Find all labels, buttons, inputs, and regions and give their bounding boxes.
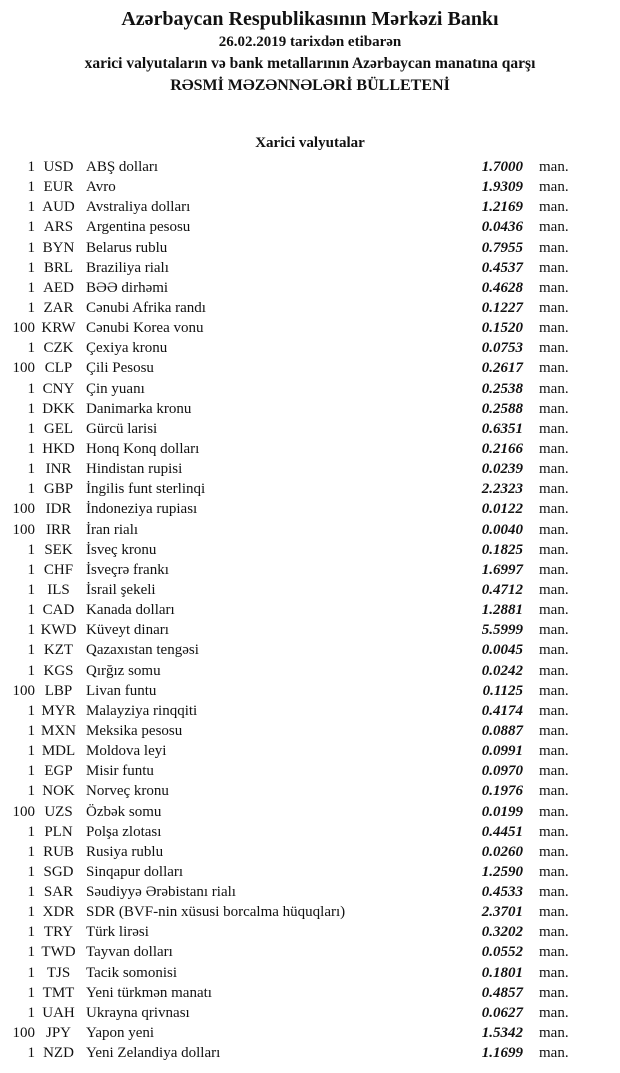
row-quantity: 1 [27,561,35,578]
row-currency-code: CHF [43,561,74,578]
row-currency-code: MDL [41,743,76,760]
row-unit-label: man. [539,380,569,397]
currency-row [0,419,575,439]
row-currency-code: CZK [43,340,74,357]
row-unit-label: man. [539,763,569,780]
row-quantity: 1 [27,1045,35,1062]
row-quantity: 1 [27,944,35,961]
row-rate-value: 1.2169 [481,199,523,216]
row-currency-name: Rusiya rublu [86,843,164,860]
row-unit-label: man. [539,320,569,337]
row-rate-value: 1.2881 [481,602,523,619]
row-unit-label: man. [539,702,569,719]
row-currency-code: SGD [43,863,74,880]
currency-row [0,379,575,399]
row-currency-code: DKK [42,400,75,417]
row-currency-name: Norveç kronu [86,783,169,800]
row-unit-label: man. [539,440,569,457]
row-currency-code: TWD [41,944,76,961]
row-rate-value: 0.4628 [481,279,523,296]
row-rate-value: 0.2538 [481,380,523,397]
bank-title: Azərbaycan Respublikasının Mərkəzi Bankı [121,8,499,30]
row-unit-label: man. [539,541,569,558]
row-currency-name: Belarus rublu [86,239,168,256]
row-quantity: 100 [12,682,35,699]
row-quantity: 1 [27,159,35,175]
row-quantity: 1 [27,440,35,457]
currency-row [0,681,575,701]
row-quantity: 1 [27,863,35,880]
row-unit-label: man. [539,622,569,639]
row-unit-label: man. [539,823,569,840]
row-unit-label: man. [539,259,569,276]
row-unit-label: man. [539,904,569,921]
currency-row [0,802,575,822]
currency-row [0,842,575,862]
row-quantity: 100 [12,501,35,518]
row-rate-value: 1.7000 [481,159,523,175]
currency-row [0,983,575,1003]
row-currency-name: Cənubi Afrika randı [86,299,206,316]
row-rate-value: 0.0436 [481,219,523,236]
row-currency-name: Honq Konq dolları [86,440,200,457]
row-currency-name: Meksika pesosu [86,722,183,739]
row-unit-label: man. [539,964,569,981]
row-rate-value: 0.4174 [481,702,523,719]
row-currency-code: UAH [42,1004,75,1021]
row-currency-name: Malayziya rinqqiti [86,702,198,719]
row-currency-code: TJS [46,964,71,981]
row-currency-code: GBP [43,481,74,498]
row-quantity: 1 [27,823,35,840]
currency-row [0,560,575,580]
currency-row [0,499,575,519]
currency-row [0,580,575,600]
row-currency-name: Danimarka kronu [86,400,192,417]
row-rate-value: 0.0122 [481,501,523,518]
row-quantity: 1 [27,481,35,498]
row-unit-label: man. [539,722,569,739]
row-quantity: 1 [27,340,35,357]
row-currency-name: Moldova leyi [86,743,167,760]
row-currency-name: Səudiyyə Ərəbistanı rialı [86,884,236,901]
row-unit-label: man. [539,581,569,598]
row-rate-value: 0.0991 [481,743,523,760]
row-currency-code: XDR [42,904,75,921]
row-rate-value: 0.0239 [481,461,523,478]
row-currency-code: SAR [43,884,74,901]
row-rate-value: 0.0199 [481,803,523,820]
row-currency-code: EGP [44,763,73,780]
row-quantity: 1 [27,783,35,800]
row-unit-label: man. [539,400,569,417]
row-currency-code: ARS [43,219,74,236]
currency-row [0,1043,575,1063]
row-currency-name: Gürcü larisi [86,420,158,437]
effective-date-line: 26.02.2019 tarixdən etibarən [218,34,402,50]
currency-row [0,721,575,741]
row-rate-value: 1.9309 [481,179,523,196]
row-unit-label: man. [539,481,569,498]
row-quantity: 1 [27,219,35,236]
row-unit-label: man. [539,843,569,860]
currency-row [0,741,575,761]
currency-row [0,177,575,197]
row-unit-label: man. [539,561,569,578]
currency-row [0,1003,575,1023]
row-rate-value: 0.0040 [481,521,523,538]
row-quantity: 1 [27,964,35,981]
row-unit-label: man. [539,743,569,760]
currency-rate-table [0,157,620,1063]
row-currency-name: Tayvan dolları [86,944,173,961]
row-currency-code: EUR [43,179,74,196]
row-unit-label: man. [539,360,569,377]
row-currency-name: Özbək somu [86,803,162,820]
row-quantity: 1 [27,743,35,760]
row-unit-label: man. [539,299,569,316]
row-rate-value: 0.0753 [481,340,523,357]
row-currency-code: AUD [42,199,75,216]
row-currency-code: MXN [40,722,76,739]
row-currency-code: BYN [42,239,75,256]
row-quantity: 1 [27,924,35,941]
row-currency-name: Çili Pesosu [86,360,154,377]
currency-row [0,358,575,378]
row-quantity: 100 [12,320,35,337]
row-currency-name: İngilis funt sterlinqi [86,481,206,498]
row-quantity: 1 [27,904,35,921]
row-quantity: 1 [27,642,35,659]
row-currency-code: NOK [42,783,75,800]
row-currency-code: KWD [40,622,77,639]
row-quantity: 100 [12,360,35,377]
row-currency-code: USD [43,159,74,175]
row-rate-value: 0.1520 [481,320,523,337]
row-currency-name: Sinqapur dolları [86,863,184,880]
row-rate-value: 1.2590 [481,863,523,880]
row-currency-code: KGS [43,662,74,679]
row-currency-code: IRR [45,521,71,538]
row-currency-code: INR [45,461,72,478]
row-unit-label: man. [539,279,569,296]
currency-row [0,157,575,177]
row-quantity: 1 [27,259,35,276]
row-currency-name: İsrail şekeli [86,581,156,598]
currency-row [0,520,575,540]
row-unit-label: man. [539,682,569,699]
currency-row [0,701,575,721]
row-quantity: 1 [27,420,35,437]
row-quantity: 1 [27,299,35,316]
currency-row [0,942,575,962]
currency-row [0,922,575,942]
currency-row [0,661,575,681]
row-unit-label: man. [539,863,569,880]
currency-row [0,479,575,499]
row-currency-name: İsveç kronu [86,541,157,558]
row-currency-name: Misir funtu [86,763,154,780]
row-currency-name: Küveyt dinarı [86,622,169,639]
row-rate-value: 0.2588 [481,400,523,417]
currency-row [0,217,575,237]
row-currency-code: SEK [44,541,73,558]
row-quantity: 1 [27,702,35,719]
row-currency-code: GEL [43,420,74,437]
row-rate-value: 0.4712 [481,581,523,598]
row-quantity: 1 [27,179,35,196]
row-currency-name: Livan funtu [86,682,157,699]
row-rate-value: 0.1125 [482,682,523,699]
row-currency-code: CLP [44,360,73,377]
row-quantity: 100 [12,803,35,820]
row-unit-label: man. [539,420,569,437]
row-quantity: 1 [27,400,35,417]
section-title-foreign-currencies: Xarici valyutalar [255,135,365,151]
row-quantity: 1 [27,1004,35,1021]
currency-row [0,600,575,620]
row-currency-code: KZT [43,642,74,659]
row-rate-value: 1.6997 [481,561,523,578]
row-quantity: 1 [27,602,35,619]
row-currency-name: Avstraliya dolları [86,199,191,216]
currency-row [0,197,575,217]
row-unit-label: man. [539,340,569,357]
row-rate-value: 0.4533 [481,884,523,901]
row-quantity: 1 [27,722,35,739]
currency-row [0,439,575,459]
row-currency-name: Cənubi Korea vonu [86,320,204,337]
row-rate-value: 0.0045 [481,642,523,659]
row-rate-value: 0.0627 [481,1004,523,1021]
row-currency-name: Tacik somonisi [86,964,178,981]
row-currency-code: UZS [44,803,73,820]
row-currency-name: Hindistan rupisi [86,461,183,478]
row-rate-value: 2.2323 [481,481,523,498]
row-currency-code: CNY [42,380,75,397]
row-rate-value: 0.4857 [481,984,523,1001]
row-currency-code: MYR [41,702,76,719]
row-currency-name: Çin yuanı [86,380,145,397]
row-rate-value: 0.1801 [481,964,523,981]
row-rate-value: 0.2617 [481,360,523,377]
currency-row [0,822,575,842]
row-rate-value: 5.5999 [481,622,523,639]
row-currency-code: AED [43,279,74,296]
row-currency-code: TMT [42,984,75,1001]
row-currency-name: Polşa zlotası [86,823,162,840]
row-currency-code: NZD [43,1045,74,1062]
row-quantity: 1 [27,461,35,478]
currency-row [0,862,575,882]
row-quantity: 1 [27,843,35,860]
row-currency-name: Yeni Zelandiya dolları [86,1045,221,1062]
row-rate-value: 2.3701 [481,904,523,921]
row-rate-value: 0.0887 [481,722,523,739]
currency-row [0,1023,575,1043]
row-quantity: 1 [27,622,35,639]
row-currency-code: ILS [47,581,70,598]
row-currency-name: Kanada dolları [86,602,175,619]
row-unit-label: man. [539,179,569,196]
row-quantity: 1 [27,199,35,216]
row-rate-value: 0.1825 [481,541,523,558]
row-rate-value: 0.4451 [481,823,523,840]
row-currency-name: Avro [86,179,116,196]
currency-row [0,318,575,338]
bulletin-title: RƏSMİ MƏZƏNNƏLƏRİ BÜLLETENİ [170,77,450,94]
row-rate-value: 1.1699 [481,1045,523,1062]
row-currency-name: SDR (BVF-nin xüsusi borcalma hüquqları) [86,904,346,921]
row-currency-name: Türk lirəsi [86,924,149,941]
row-unit-label: man. [539,602,569,619]
row-unit-label: man. [539,984,569,1001]
row-currency-name: İsveçrə frankı [86,561,169,578]
row-currency-code: IDR [45,501,72,518]
subtitle-line: xarici valyutaların və bank metallarının Azərbaycan manatına qarşı [84,55,536,72]
currency-row [0,902,575,922]
currency-row [0,640,575,660]
row-unit-label: man. [539,924,569,941]
row-currency-name: Argentina pesosu [86,219,191,236]
row-rate-value: 0.1227 [481,299,523,316]
row-quantity: 1 [27,884,35,901]
row-unit-label: man. [539,199,569,216]
row-currency-name: Qazaxıstan tengəsi [86,642,199,659]
row-currency-code: CAD [42,602,75,619]
row-currency-name: ABŞ dolları [86,159,159,175]
row-unit-label: man. [539,501,569,518]
row-currency-code: JPY [45,1025,71,1042]
row-currency-name: İran rialı [86,521,139,538]
row-currency-name: Braziliya rialı [86,259,169,276]
currency-row [0,882,575,902]
row-currency-code: ZAR [43,299,74,316]
row-currency-code: HKD [42,440,75,457]
row-currency-name: Çexiya kronu [86,340,168,357]
row-unit-label: man. [539,783,569,800]
row-currency-code: TRY [43,924,74,941]
currency-row [0,298,575,318]
row-currency-code: PLN [44,823,73,840]
row-currency-name: Ukrayna qrivnası [86,1004,190,1021]
row-quantity: 1 [27,763,35,780]
row-quantity: 100 [12,521,35,538]
row-unit-label: man. [539,1045,569,1062]
row-currency-code: BRL [43,259,74,276]
currency-row [0,258,575,278]
row-currency-name: BƏƏ dirhəmi [86,279,169,296]
currency-row [0,540,575,560]
row-currency-name: Qırğız somu [86,662,161,679]
row-unit-label: man. [539,521,569,538]
row-quantity: 1 [27,279,35,296]
row-quantity: 100 [12,1025,35,1042]
row-rate-value: 0.6351 [481,420,523,437]
row-quantity: 1 [27,662,35,679]
currency-row [0,781,575,801]
row-rate-value: 0.0552 [481,944,523,961]
row-rate-value: 0.0260 [481,843,523,860]
document-header [0,0,620,97]
row-rate-value: 1.5342 [481,1025,523,1042]
row-unit-label: man. [539,239,569,256]
row-currency-code: LBP [44,682,73,699]
currency-row [0,338,575,358]
row-rate-value: 0.7955 [481,239,523,256]
row-unit-label: man. [539,461,569,478]
row-currency-name: Yeni türkmən manatı [86,984,212,1001]
row-rate-value: 0.2166 [481,440,523,457]
row-unit-label: man. [539,1025,569,1042]
row-unit-label: man. [539,159,569,175]
row-quantity: 1 [27,239,35,256]
row-rate-value: 0.3202 [481,924,523,941]
row-unit-label: man. [539,219,569,236]
row-currency-name: İndoneziya rupiası [86,501,198,518]
row-quantity: 1 [27,380,35,397]
row-rate-value: 0.0970 [481,763,523,780]
currency-row [0,238,575,258]
currency-row [0,963,575,983]
currency-row [0,399,575,419]
row-rate-value: 0.1976 [481,783,523,800]
row-quantity: 1 [27,541,35,558]
row-quantity: 1 [27,581,35,598]
row-quantity: 1 [27,984,35,1001]
row-currency-name: Yapon yeni [86,1025,155,1042]
row-rate-value: 0.4537 [481,259,523,276]
row-currency-code: RUB [43,843,74,860]
row-unit-label: man. [539,1004,569,1021]
currency-row [0,278,575,298]
currency-row [0,761,575,781]
row-unit-label: man. [539,884,569,901]
row-unit-label: man. [539,803,569,820]
row-unit-label: man. [539,662,569,679]
row-rate-value: 0.0242 [481,662,523,679]
currency-row [0,459,575,479]
row-currency-code: KRW [41,320,76,337]
row-unit-label: man. [539,642,569,659]
currency-row [0,620,575,640]
row-unit-label: man. [539,944,569,961]
